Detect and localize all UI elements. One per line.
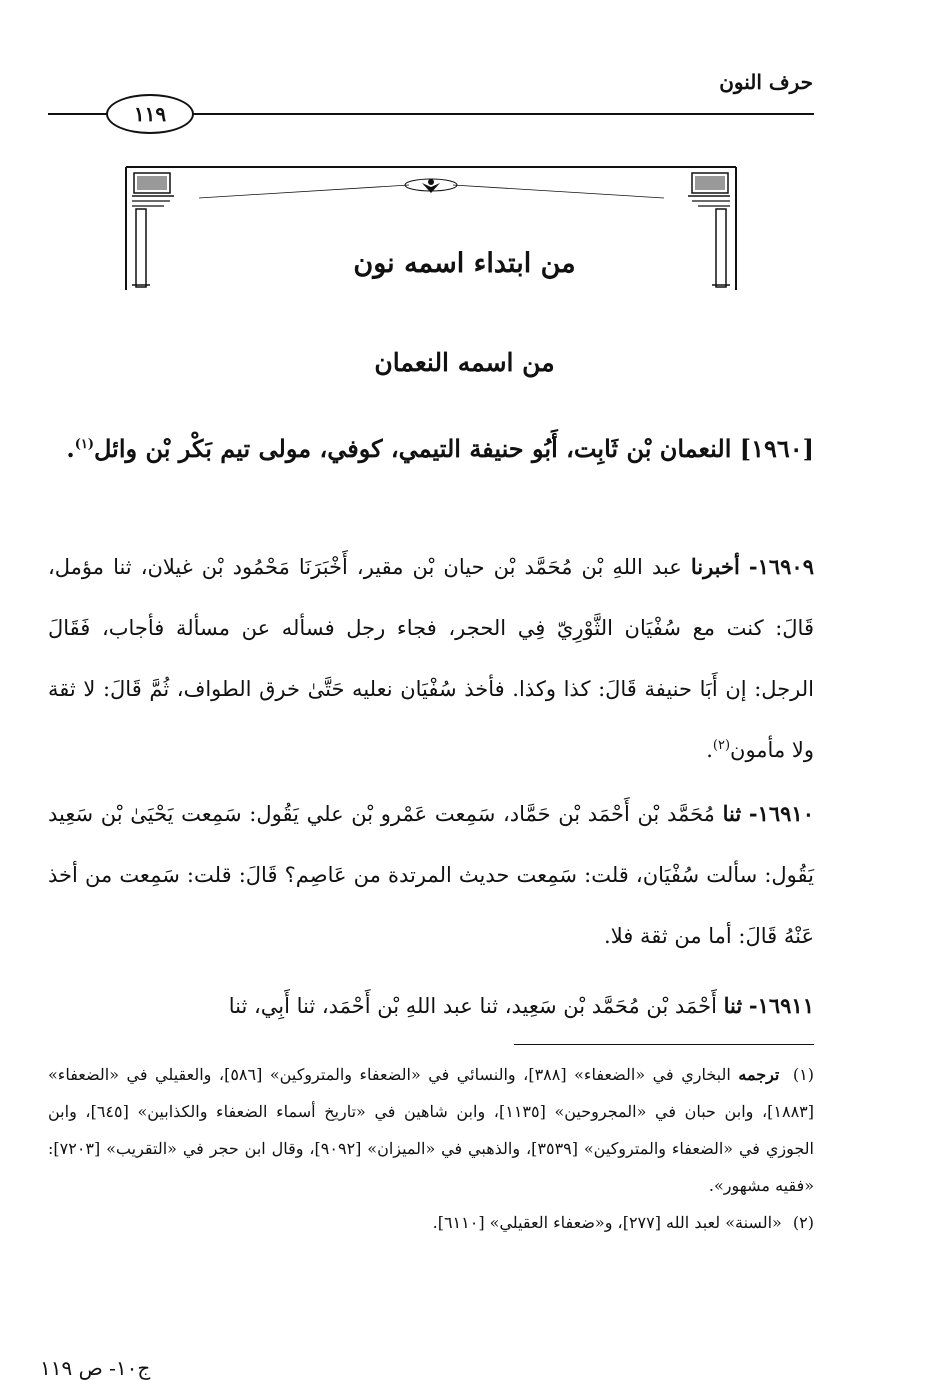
- footnote-ref: (١): [74, 437, 94, 452]
- entry-end: .: [66, 434, 75, 463]
- footnote: [48, 1204, 814, 1241]
- footnote-keyword: ترجمه: [738, 1065, 780, 1084]
- narration-text: أَحْمَد بْن مُحَمَّد بْن سَعِيد، ثنا عبد اللهِ بْن أَحْمَد، ثنا أَبِي، ثنا: [228, 994, 717, 1018]
- narration-paragraph: [48, 536, 814, 781]
- footnote-separator: [514, 1044, 814, 1045]
- footnote-ref: (٢): [712, 738, 731, 753]
- volume-page-reference: ج١٠- ص ١١٩: [40, 1356, 151, 1380]
- narration-keyword: أخبرنا: [690, 554, 740, 579]
- narration-number: ١٦٩١٠-: [748, 801, 814, 826]
- entry-text: [١٩٦٠] النعمان بْن ثَابِت، أَبُو حنيفة التيمي، كوفي، مولى تيم بَكْر بْن وائل: [93, 434, 814, 463]
- page-number-badge: ١١٩: [106, 94, 194, 134]
- footnote-text: «السنة» لعبد الله [٢٧٧]، و«ضعفاء العقيلي» [٦١١٠].: [432, 1213, 782, 1232]
- footnote-number: (٢): [792, 1213, 814, 1232]
- narration-paragraph: [48, 975, 814, 1037]
- narration-end: .: [706, 738, 713, 762]
- chapter-title: حرف النون: [719, 70, 813, 94]
- narration-keyword: ثنا: [723, 993, 743, 1018]
- footnote-text: البخاري في «الضعفاء» [٣٨٨]، والنسائي في «الضعفاء والمتروكين» [٥٨٦]، والعقيلي في «الضعفاء» [١٨٨٣]، وابن حبان في «المجروحين» [١١٣٥]، وابن شاهين في «تاريخ أسماء الضعفاء والكذابين» [٦٤٥]، وابن الجوزي في «الضعفاء والمتروكين» [٣٥٣٩]، والذهبي في «الميزان» [٩٠٩٢]، وقال ابن حجر في «التقريب» [٧٢٠٣]: «فقيه مشهور».: [48, 1065, 815, 1195]
- footnote-number: (١): [792, 1065, 814, 1084]
- narration-paragraph: [48, 783, 814, 967]
- narration-number: ١٦٩٠٩-: [748, 554, 814, 579]
- biography-entry: [48, 420, 814, 478]
- narration-keyword: ثنا: [722, 801, 742, 826]
- narration-text: عبد اللهِ بْن مُحَمَّد بْن حيان بْن مقير، أَخْبَرَنَا مَحْمُود بْن غيلان، ثنا مؤمل، قَالَ: كنت مع سُفْيَان الثَّوْرِيّ فِي الحجر، فجاء رجل فسأله عن مسألة فأجاب، فَقَالَ الرجل: إن أَبَا حنيفة قَالَ: كذا وكذا. فأخذ سُفْيَان نعليه حَتَّىٰ خرق الطواف، ثُمَّ قَالَ: لا ثقة ولا مأمون: [48, 555, 814, 762]
- section-title: من اسمه النعمان: [374, 348, 555, 377]
- narration-text: مُحَمَّد بْن أَحْمَد بْن حَمَّاد، سَمِعت عَمْرو بْن علي يَقُول: سَمِعت يَحْيَىٰ بْن سَعِيد يَقُول: سألت سُفْيَان، قلت: سَمِعت حديث المرتدة من عَاصِم؟ قَالَ: قلت: سَمِعت من أخذ عَنْهُ قَالَ: أما من ثقة فلا.: [48, 802, 814, 948]
- narration-number: ١٦٩١١-: [748, 993, 814, 1018]
- footnote: [48, 1056, 814, 1204]
- banner-title: من ابتداء اسمه نون: [353, 248, 576, 279]
- footnotes: [48, 1056, 814, 1241]
